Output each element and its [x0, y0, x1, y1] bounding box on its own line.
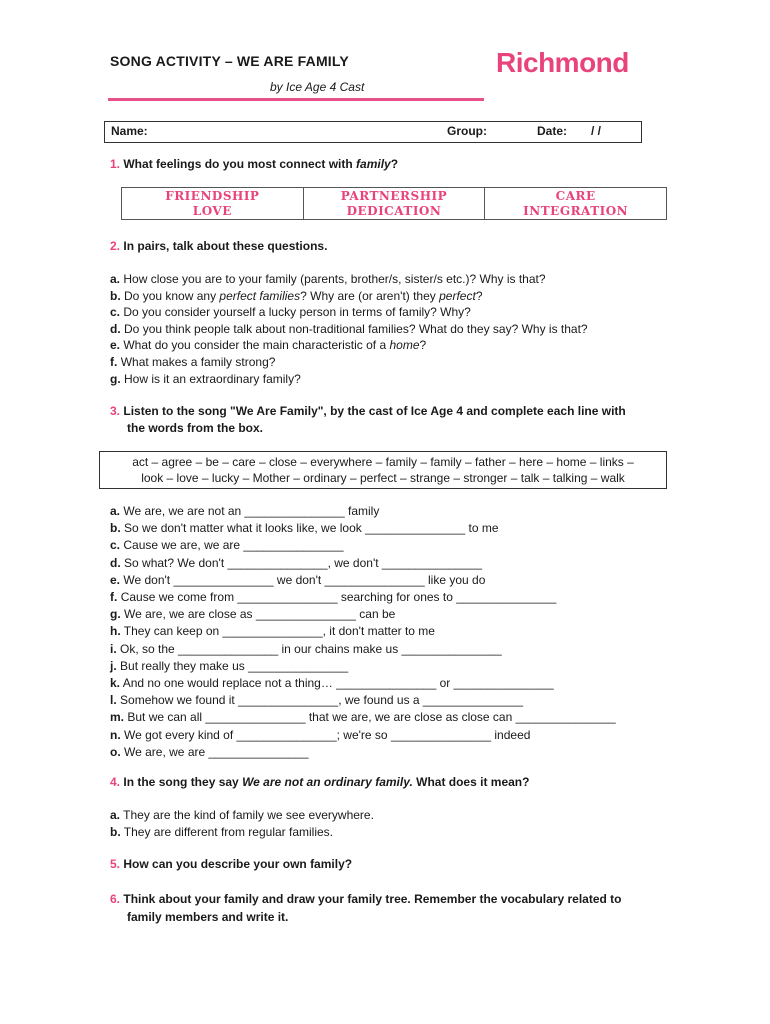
feeling-cell: FRIENDSHIP LOVE: [122, 188, 304, 220]
question-number: 6.: [110, 892, 121, 906]
list-item: h. They can keep on _______________, it don't matter to me: [110, 624, 435, 639]
list-item: i. Ok, so the _______________ in our chains make us _______________: [110, 641, 502, 656]
question-3: 3. Listen to the song "We Are Family", by the cast of Ice Age 4 and complete each line with the words from the box.: [110, 404, 626, 435]
meaning-options: [110, 807, 374, 840]
list-item: c. Do you consider yourself a lucky person in terms of family? Why?: [110, 305, 471, 320]
student-info-bar: [104, 121, 642, 143]
group-label: Group:: [447, 124, 487, 138]
list-item: n. We got every kind of _______________; we're so _______________ indeed: [110, 727, 531, 742]
feeling-cell: CARE INTEGRATION: [485, 188, 667, 220]
question-2: 2. In pairs, talk about these questions.: [110, 239, 328, 253]
list-item: e. What do you consider the main characteristic of a home?: [110, 338, 427, 353]
question-4: 4. In the song they say We are not an ordinary family. What does it mean?: [110, 775, 530, 789]
worksheet-subtitle: by Ice Age 4 Cast: [270, 80, 365, 94]
list-item: l. Somehow we found it _______________, we found us a _______________: [110, 693, 524, 708]
question-number: 5.: [110, 857, 121, 871]
list-item: d. Do you think people talk about non-traditional families? What do they say? Why is that?: [110, 321, 588, 336]
list-item: a. We are, we are not an _______________ family: [110, 504, 380, 518]
list-item: c. Cause we are, we are _______________: [110, 538, 344, 553]
worksheet-title: SONG ACTIVITY – WE ARE FAMILY: [110, 53, 349, 69]
list-item: d. So what? We don't _______________, we don't _______________: [110, 555, 483, 570]
list-item: b. They are different from regular families.: [110, 824, 333, 839]
list-item: a. How close you are to your family (parents, brother/s, sister/s etc.)? Why is that?: [110, 272, 546, 286]
list-item: k. And no one would replace not a thing… _______________ or _______________: [110, 676, 554, 691]
list-item: g. We are, we are close as _______________ can be: [110, 607, 396, 622]
list-item: f. What makes a family strong?: [110, 354, 276, 369]
list-item: g. How is it an extraordinary family?: [110, 371, 301, 386]
list-item: o. We are, we are _______________: [110, 744, 309, 759]
list-item: e. We don't _______________ we don't _______________ like you do: [110, 572, 486, 587]
feeling-cell: PARTNERSHIP DEDICATION: [303, 188, 485, 220]
question-1: 1. What feelings do you most connect with family?: [110, 157, 399, 171]
question-number: 2.: [110, 239, 121, 253]
lyrics-gap-fill: [110, 503, 616, 761]
title-underline: [108, 98, 484, 101]
question-number: 3.: [110, 404, 121, 418]
question-number: 4.: [110, 775, 121, 789]
date-slashes: / /: [591, 124, 602, 138]
date-label: Date:: [537, 124, 568, 138]
richmond-logo: Richmond: [496, 47, 629, 78]
question-6: 6. Think about your family and draw your family tree. Remember the vocabulary related to family members and write it.: [110, 892, 622, 924]
word-box: act – agree – be – care – close – everywhere – family – family – father – here – home – links – look – love – lucky – Mother – ordinary – perfect – strange – stronger – talk – talking – walk: [99, 451, 667, 489]
list-item: a. They are the kind of family we see everywhere.: [110, 808, 374, 822]
question-number: 1.: [110, 157, 121, 171]
list-item: b. So we don't matter what it looks like, we look _______________ to me: [110, 521, 499, 536]
list-item: f. Cause we come from _______________ searching for ones to _______________: [110, 590, 557, 605]
question-5: 5. How can you describe your own family?: [110, 857, 353, 871]
feelings-table: [121, 187, 667, 220]
list-item: b. Do you know any perfect families? Why are (or aren't) they perfect?: [110, 288, 483, 303]
list-item: m. But we can all _______________ that we are, we are close as close can _______________: [110, 710, 616, 725]
list-item: j. But really they make us _______________: [110, 658, 349, 673]
name-label: Name:: [111, 124, 148, 138]
discussion-questions: [110, 271, 588, 387]
